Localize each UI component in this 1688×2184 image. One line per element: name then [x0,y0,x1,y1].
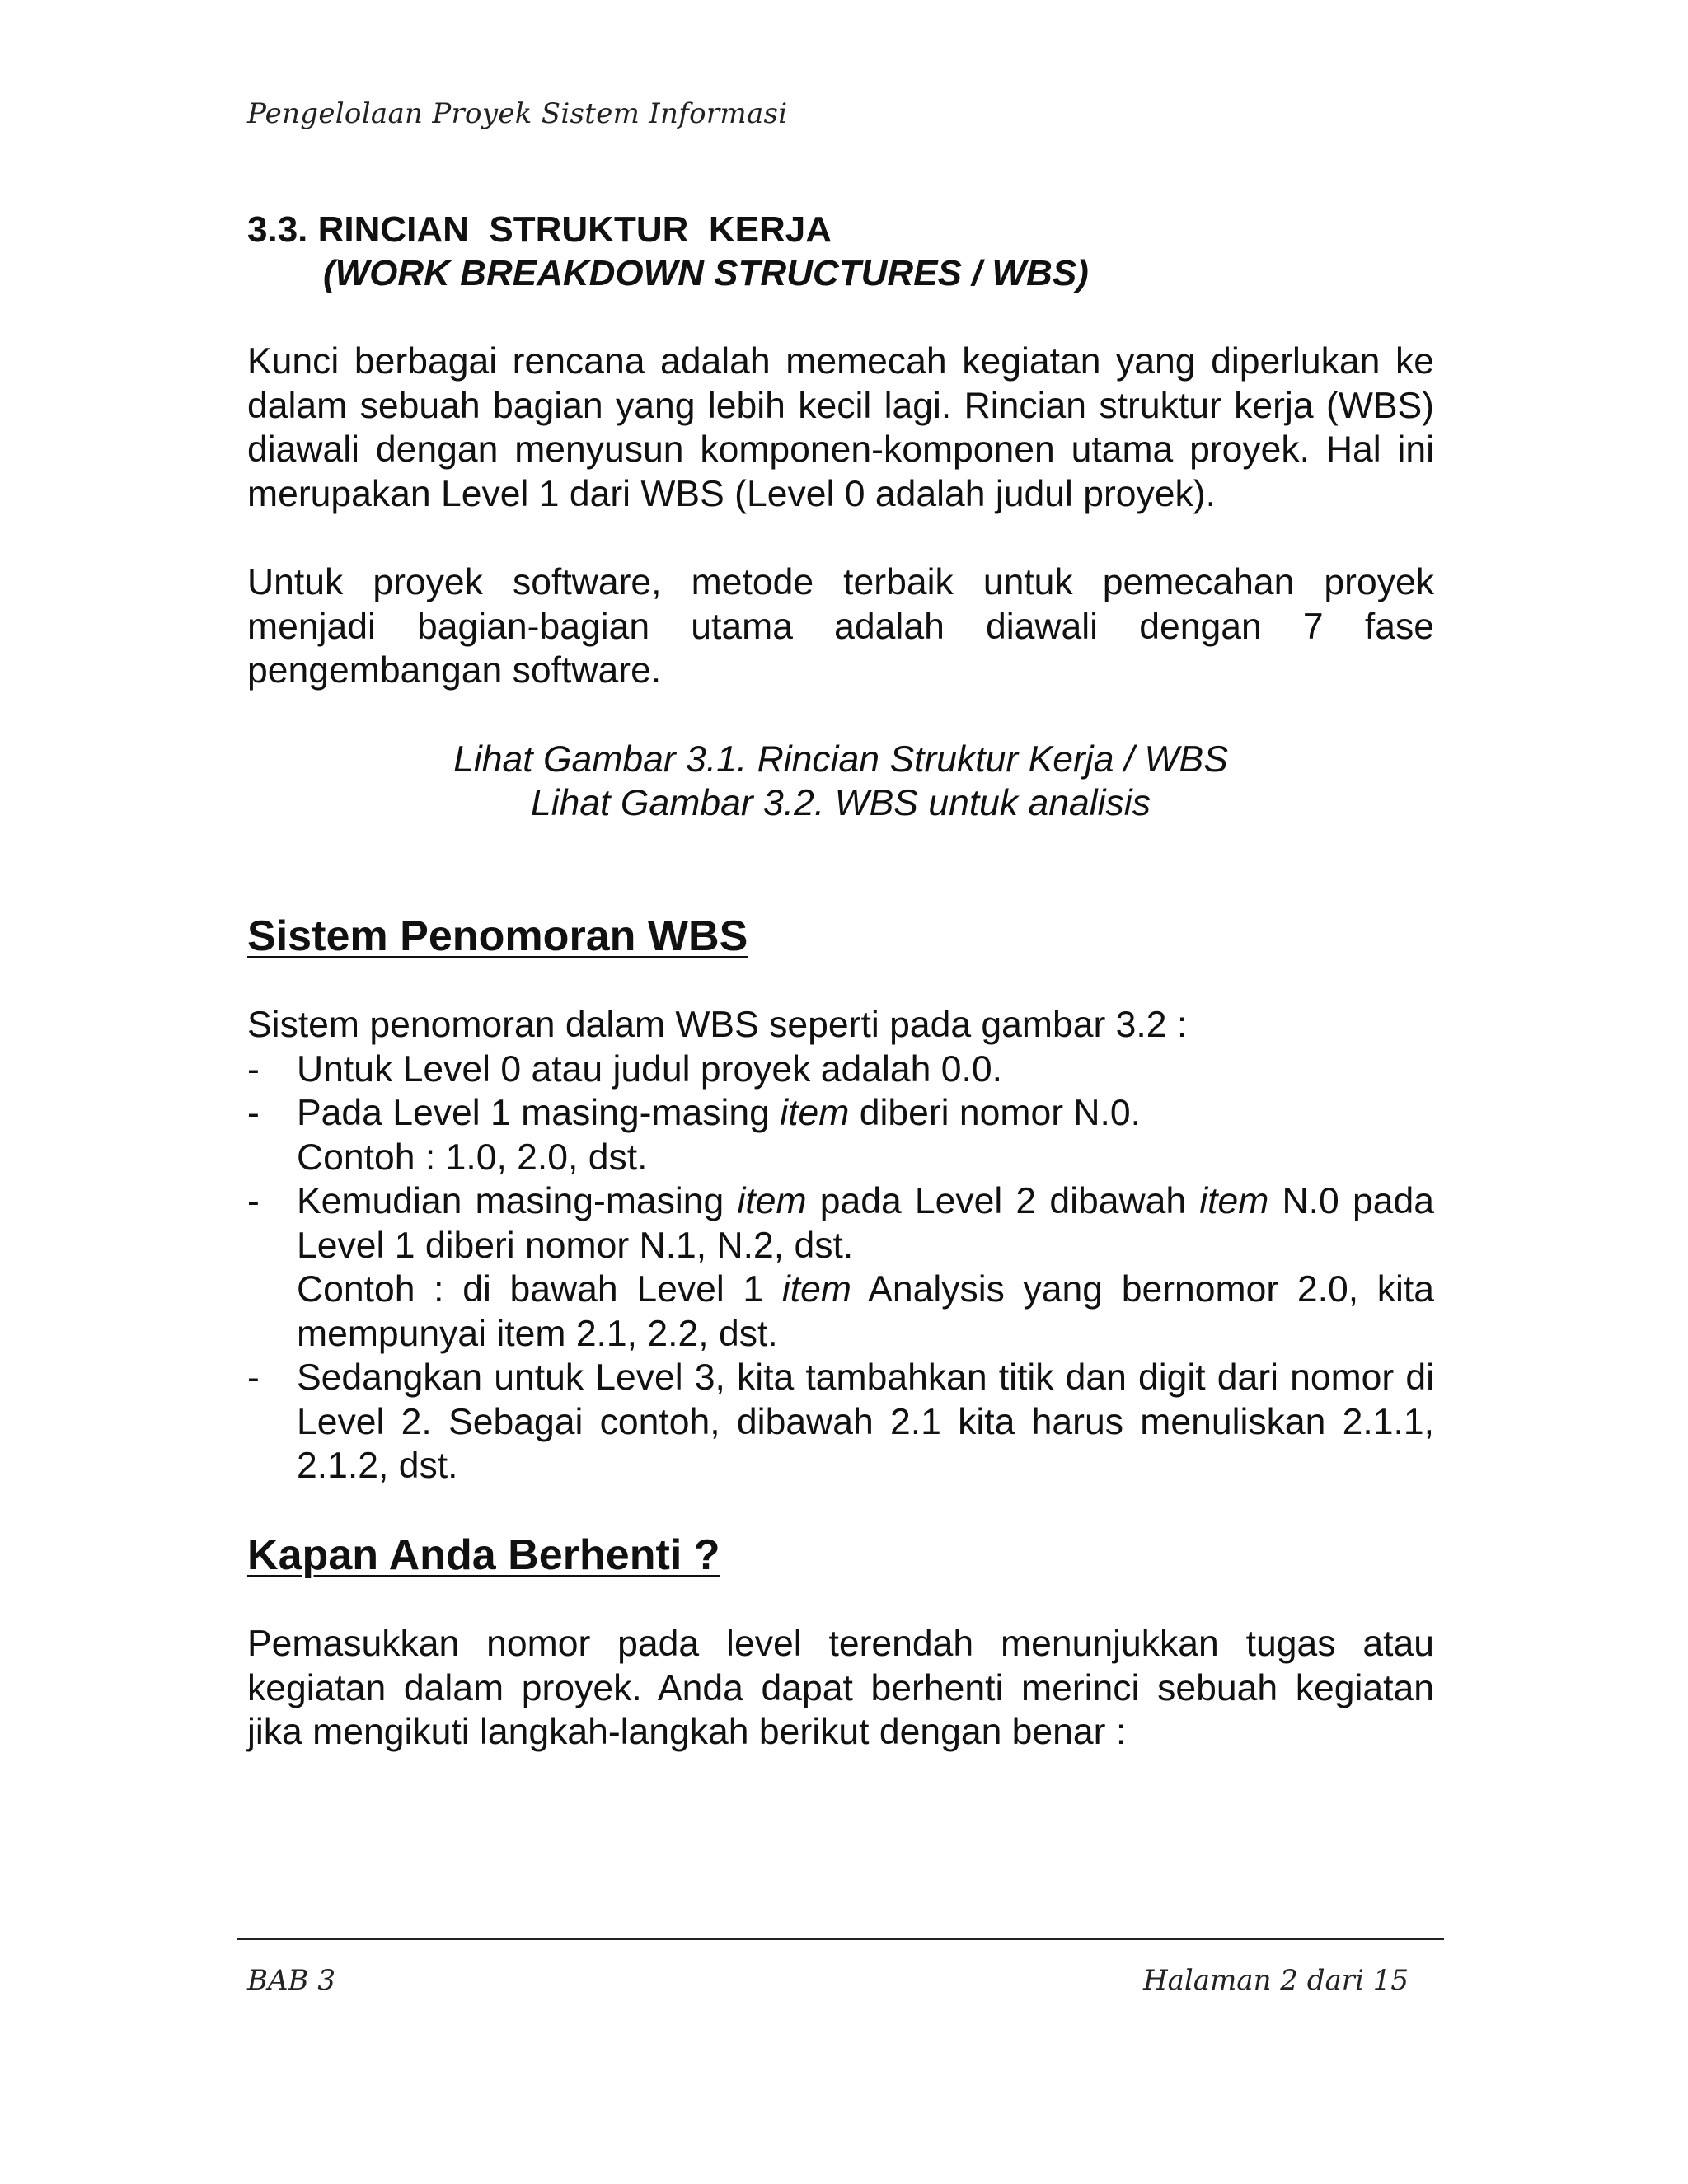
list-bullet: - [247,1048,260,1090]
section-subtitle: (WORK BREAKDOWN STRUCTURES / WBS) [323,253,1089,293]
numbering-list [247,1047,1434,1488]
figure-ref-3-1: Lihat Gambar 3.1. Rincian Struktur Kerja / WBS [453,738,1228,780]
page-content [247,208,1434,1755]
paragraph-wbs-intro: Kunci berbagai rencana adalah memecah kegiatan yang diperlukan ke dalam sebuah bagian yang lebih kecil lagi. Rincian struktur kerja (WBS) diawali dengan menyusun komponen-komponen utama proyek. Hal ini merupakan Level 1 dari WBS (Level 0 adalah judul proyek). [247,341,1434,514]
heading-numbering-system: Sistem Penomoran WBS [247,912,748,960]
section-title [247,208,1434,295]
numbering-intro: Sistem penomoran dalam WBS seperti pada gambar 3.2 : [247,1005,1188,1045]
list-item-text: Pada Level 1 masing-masing item diberi nomor N.0. [297,1093,1142,1133]
list-item [247,1179,1434,1356]
paragraph-software-phases: Untuk proyek software, metode terbaik untuk pemecahan proyek menjadi bagian-bagian utama adalah diawali dengan 7 fase pengembangan software. [247,562,1434,691]
figure-ref-3-2: Lihat Gambar 3.2. WBS untuk analisis [531,783,1151,823]
paragraph-when-to-stop: Pemasukkan nomor pada level terendah menunjukkan tugas atau kegiatan dalam proyek. Anda dapat berhenti merinci sebuah kegiatan jika mengikuti langkah-langkah berikut dengan benar : [247,1624,1434,1752]
list-item-example: Contoh : di bawah Level 1 item Analysis yang bernomor 2.0, kita mempunyai item 2.1, 2.2, dst. [297,1269,1434,1354]
running-header: Pengelolaan Proyek Sistem Informasi [247,97,788,130]
list-item [247,1047,1434,1092]
list-bullet: - [247,1357,260,1398]
footer-chapter: BAB 3 [247,1964,335,1997]
list-item-text: Untuk Level 0 atau judul proyek adalah 0.0. [297,1048,1002,1090]
list-item-text: Sedangkan untuk Level 3, kita tambahkan titik dan digit dari nomor di Level 2. Sebagai contoh, dibawah 2.1 kita harus menuliskan 2.1.1, 2.1.2, dst. [297,1357,1434,1486]
figure-references [247,738,1434,826]
list-item [247,1091,1434,1179]
heading-when-to-stop: Kapan Anda Berhenti ? [247,1530,720,1579]
list-bullet: - [247,1181,260,1221]
list-item [247,1356,1434,1488]
list-bullet: - [247,1093,260,1133]
section-title-main: 3.3. RINCIAN STRUKTUR KERJA [247,209,832,250]
footer-page-number: Halaman 2 dari 15 [1143,1964,1409,1997]
list-item-text: Kemudian masing-masing item pada Level 2 dibawah item N.0 pada Level 1 diberi nomor N.1, N.2, dst. [297,1181,1434,1266]
footer-rule [237,1938,1444,1940]
list-item-example: Contoh : 1.0, 2.0, dst. [297,1137,648,1178]
